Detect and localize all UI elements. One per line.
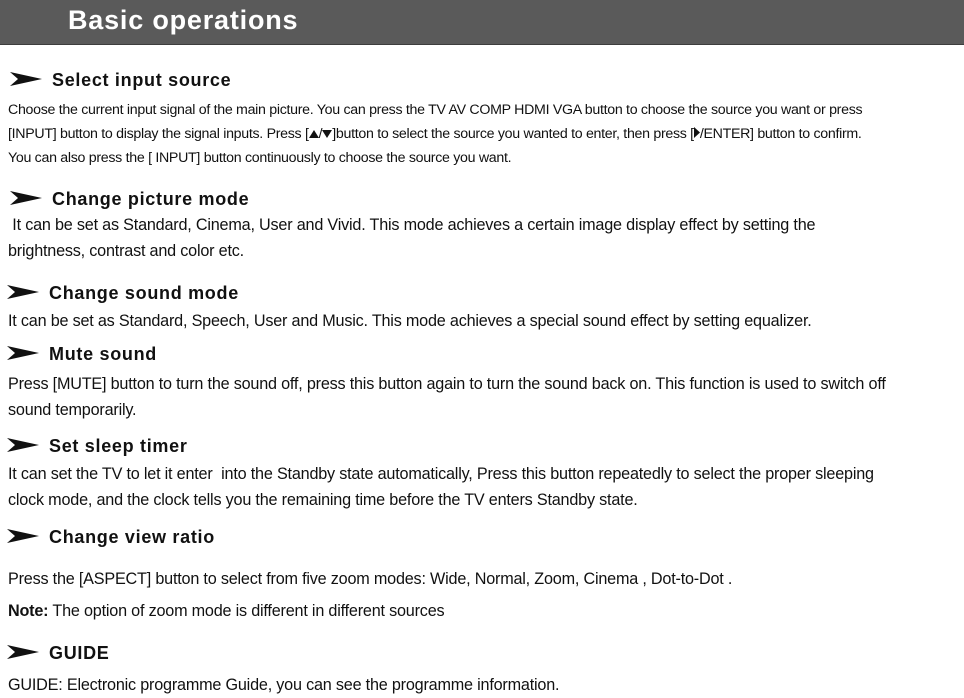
arrow-bullet-icon: [7, 645, 39, 659]
paragraph-line: Choose the current input signal of the main picture. You can press the TV AV COMP HDMI VGA button to choose the source you want or press: [8, 102, 863, 118]
section-heading-guide: [7, 643, 407, 665]
paragraph-line: It can be set as Standard, Cinema, User and Vivid. This mode achieves a certain image display effect by setting the: [8, 216, 816, 234]
section-heading-select-input-source: [10, 70, 410, 92]
section-heading-change-view-ratio: [7, 527, 407, 549]
section-body-change-view-ratio: [8, 566, 962, 592]
section-title: Mute sound: [49, 344, 157, 364]
paragraph-line: Press [MUTE] button to turn the sound off, press this button again to turn the sound back on. This function is used to switch off: [8, 375, 886, 393]
arrow-bullet-icon: [7, 285, 39, 299]
paragraph-line: brightness, contrast and color etc.: [8, 242, 244, 260]
arrow-bullet-icon: [7, 346, 39, 360]
section-body-guide: [8, 672, 962, 698]
note-text: The option of zoom mode is different in different sources: [48, 602, 445, 620]
up-triangle-icon: [309, 129, 319, 138]
paragraph-line: You can also press the [ INPUT] button continuously to choose the source you want.: [8, 150, 512, 166]
section-body-change-picture-mode: [8, 212, 962, 264]
section-body-set-sleep-timer: [8, 461, 962, 513]
paragraph-line: Press the [ASPECT] button to select from five zoom modes: Wide, Normal, Zoom, Cinema , Dot-to-Dot .: [8, 570, 733, 588]
section-title: Change picture mode: [52, 189, 250, 209]
page-title: Basic operations: [68, 5, 299, 35]
section-title: Change sound mode: [49, 283, 239, 303]
paragraph-line: sound temporarily.: [8, 401, 137, 419]
note-label: Note:: [8, 602, 49, 620]
section-body-select-input-source: [8, 98, 962, 170]
paragraph-line: [8, 122, 962, 146]
paragraph-line: GUIDE: Electronic programme Guide, you can see the programme information.: [8, 676, 560, 694]
paragraph-line: It can set the TV to let it enter into the Standby state automatically, Press this button repeatedly to select the proper sleeping: [8, 465, 874, 483]
arrow-bullet-icon: [10, 72, 42, 86]
note: [8, 598, 962, 624]
section-title: Select input source: [52, 70, 232, 90]
text-fragment: /: [318, 126, 323, 142]
text-fragment: [INPUT] button to display the signal inputs. Press [: [8, 126, 309, 142]
section-body-change-sound-mode: [8, 308, 962, 334]
arrow-bullet-icon: [10, 191, 42, 205]
arrow-bullet-icon: [7, 529, 39, 543]
section-title: GUIDE: [49, 643, 110, 663]
section-title: Set sleep timer: [49, 436, 188, 456]
section-title: Change view ratio: [49, 527, 215, 547]
section-heading-change-picture-mode: [10, 189, 410, 211]
paragraph-line: clock mode, and the clock tells you the remaining time before the TV enters Standby state.: [8, 491, 638, 509]
paragraph-line: It can be set as Standard, Speech, User and Music. This mode achieves a special sound effect by setting equalizer.: [8, 312, 812, 330]
down-triangle-icon: [322, 129, 332, 138]
text-fragment: ]button to select the source you wanted to enter, then press [: [332, 126, 694, 142]
section-body-mute-sound: [8, 371, 962, 423]
arrow-bullet-icon: [7, 438, 39, 452]
section-heading-mute-sound: [7, 344, 407, 366]
header-bar: [0, 0, 964, 45]
section-heading-set-sleep-timer: [7, 436, 407, 458]
paragraph-line: [8, 598, 962, 624]
section-heading-change-sound-mode: [7, 283, 407, 305]
text-fragment: /ENTER] button to confirm.: [699, 126, 862, 142]
